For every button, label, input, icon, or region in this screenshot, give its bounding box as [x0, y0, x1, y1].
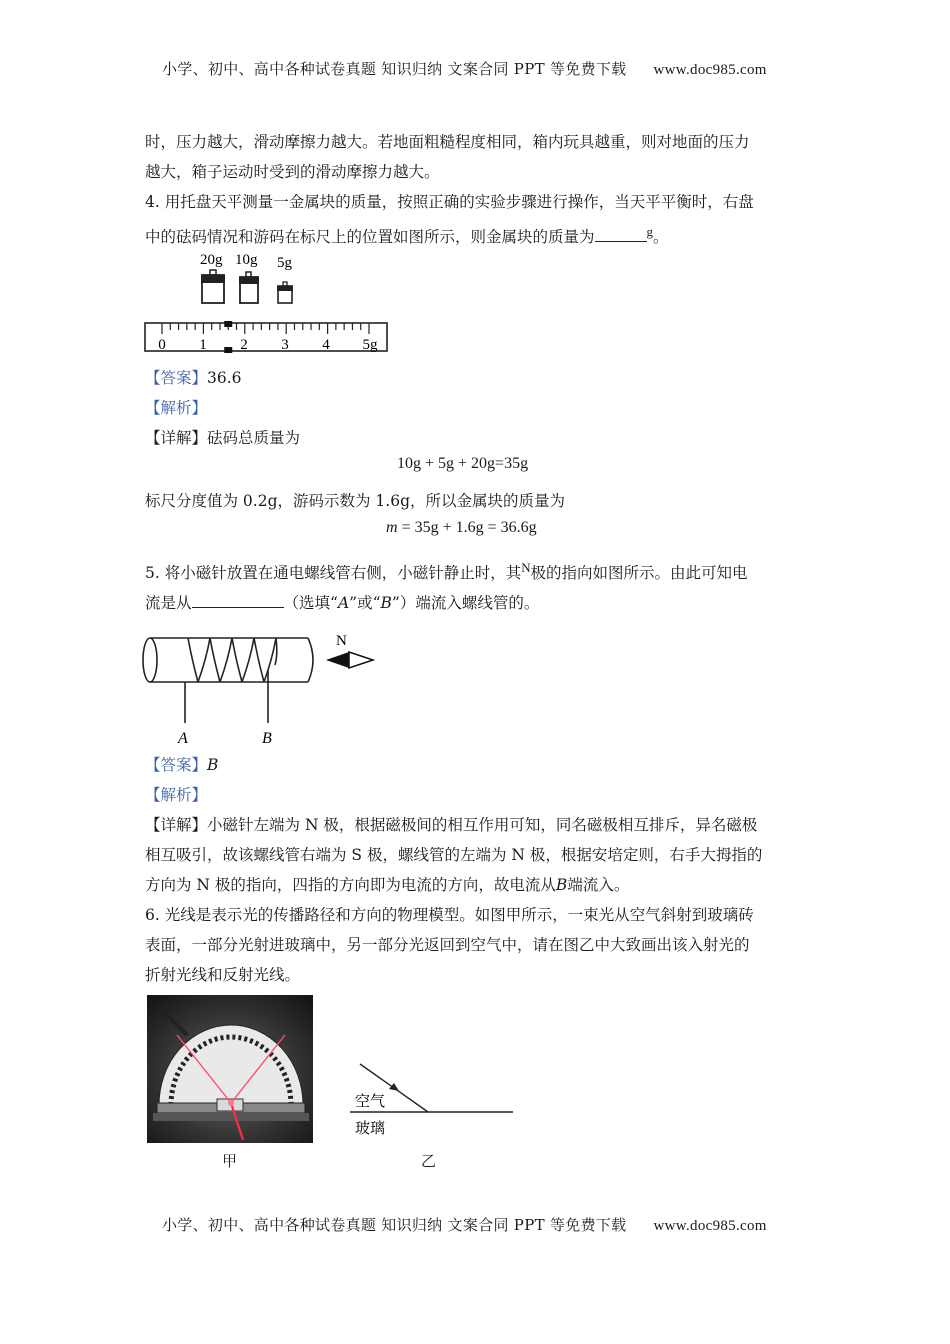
q4-unit: g — [646, 224, 653, 239]
q6-question — [145, 900, 810, 990]
q4-line2-text: 中的砝码情况和游码在标尺上的位置如图所示，则金属块的质量为 — [145, 228, 595, 247]
q4-eq2-var: m — [386, 519, 398, 536]
experiment-photo — [147, 995, 313, 1143]
q5-detail3-a: 方向为 N 极的指向，四指的方向即为电流的方向，故电流从 — [145, 876, 556, 894]
air-label: 空气 — [355, 1094, 386, 1110]
q4-answer-tag: 【答案】 — [145, 369, 208, 387]
q4-detail1: 砝码总质量为 — [207, 429, 301, 447]
weight-10g-label: 10g — [235, 252, 258, 268]
header-url[interactable]: www.doc985.com — [653, 62, 767, 78]
q5-line1-a: 5. 将小磁针放置在通电螺线管右侧，小磁针静止时，其 — [145, 564, 522, 583]
q5-pole: N — [521, 560, 531, 575]
q5-detail-line1 — [145, 810, 810, 840]
q5-question — [145, 553, 810, 618]
q5-answer-block — [145, 750, 810, 900]
q4-answer: 36.6 — [207, 369, 242, 387]
weight-20g — [200, 252, 225, 303]
q4-end: 。 — [652, 228, 669, 247]
q4-detail-line1 — [145, 423, 810, 453]
terminal-a-label: A — [178, 730, 188, 747]
q3-line2: 越大，箱子运动时受到的滑动摩擦力越大。 — [145, 163, 440, 181]
q5-detail1: 小磁针左端为 N 极，根据磁极间的相互作用可知，同名磁极相互排斥，异名磁极 — [207, 816, 758, 834]
q5-line2-c: ”或“ — [349, 594, 381, 613]
q5-line2-a: 流是从 — [145, 594, 192, 613]
scale-label-3: 3 — [281, 337, 289, 353]
terminal-b-label: B — [262, 730, 272, 747]
balance-figure — [140, 245, 400, 360]
weight-5g — [277, 255, 293, 303]
q5-answer-blank[interactable] — [192, 589, 284, 608]
q4-detail2: 标尺分度值为 0.2g，游码示数为 1.6g，所以金属块的质量为 — [145, 492, 566, 510]
q5-line2-b: （选填“ — [283, 594, 338, 613]
incident-arrow — [389, 1083, 399, 1091]
q4-question — [145, 187, 810, 252]
q5-answer: B — [207, 756, 219, 774]
q5-line1 — [145, 553, 810, 588]
compass-needle — [326, 652, 373, 668]
q4-analysis-tag: 【解析】 — [145, 399, 208, 417]
q5-detail3 — [145, 870, 810, 900]
scale-ruler — [145, 321, 387, 353]
weight-10g — [235, 252, 259, 303]
page-footer — [162, 1214, 767, 1235]
refraction-diagram — [345, 1050, 520, 1150]
header-text: 小学、初中、高中各种试卷真题 知识归纳 文案合同 PPT 等免费下载 — [162, 60, 627, 78]
q4-answer-blank[interactable] — [595, 223, 647, 242]
q5-detail3-b: B — [555, 876, 568, 894]
q5-opt-b: B — [380, 594, 392, 613]
q3-tail — [145, 127, 810, 187]
page-header — [162, 58, 767, 79]
scale-label-1: 1 — [199, 337, 207, 353]
footer-text: 小学、初中、高中各种试卷真题 知识归纳 文案合同 PPT 等免费下载 — [162, 1216, 627, 1234]
scale-label-4: 4 — [322, 337, 330, 353]
q5-analysis-tag: 【解析】 — [145, 786, 208, 804]
solenoid-tube — [143, 638, 313, 682]
q5-line2 — [145, 588, 810, 618]
q4-line1: 4. 用托盘天平测量一金属块的质量，按照正确的实验步骤进行操作，当天平平衡时，右盘 — [145, 193, 754, 211]
q5-opt-a: A — [337, 594, 350, 613]
q4-equation-1: 10g + 5g + 20g=35g — [397, 455, 529, 472]
q5-answer-line — [145, 750, 810, 780]
fig-yi-caption: 乙 — [421, 1152, 437, 1170]
q6-line3: 折射光线和反射光线。 — [145, 966, 301, 984]
q5-detail-tag: 【详解】 — [145, 816, 208, 834]
q5-answer-tag: 【答案】 — [145, 756, 208, 774]
q5-detail2: 相互吸引，故该螺线管右端为 S 极，螺线管的左端为 N 极，根据安培定则，右手大拇指的 — [145, 846, 763, 864]
q4-detail-tag: 【详解】 — [145, 429, 208, 447]
scale-label-0: 0 — [158, 337, 166, 353]
weight-20g-label: 20g — [200, 252, 223, 268]
weight-5g-label: 5g — [277, 255, 292, 271]
needle-n-label: N — [336, 633, 347, 649]
solenoid-figure — [140, 625, 390, 750]
q6-line1: 6. 光线是表示光的传播路径和方向的物理模型。如图甲所示，一束光从空气斜射到玻璃砖 — [145, 906, 754, 924]
q4-answer-line — [145, 363, 810, 393]
scale-label-2: 2 — [240, 337, 248, 353]
q5-detail3-c: 端流入。 — [567, 876, 630, 894]
q4-answer-block — [145, 363, 810, 453]
solenoid-coil — [188, 638, 277, 682]
q4-equation-2 — [386, 519, 537, 537]
scale-label-5: 5g — [362, 337, 378, 353]
footer-url[interactable]: www.doc985.com — [653, 1218, 767, 1234]
q5-line2-d: ”）端流入螺线管的。 — [391, 594, 540, 613]
q6-line2: 表面，一部分光射进玻璃中，另一部分光返回到空气中，请在图乙中大致画出该入射光的 — [145, 936, 750, 954]
q3-line1: 时，压力越大，滑动摩擦力越大。若地面粗糙程度相同，箱内玩具越重，则对地面的压力 — [145, 133, 750, 151]
q5-line1-b: 极的指向如图所示。由此可知电 — [530, 564, 748, 583]
fig-jia-caption: 甲 — [222, 1152, 238, 1170]
glass-label: 玻璃 — [355, 1121, 386, 1137]
q4-eq2-rest: = 35g + 1.6g = 36.6g — [397, 519, 537, 536]
